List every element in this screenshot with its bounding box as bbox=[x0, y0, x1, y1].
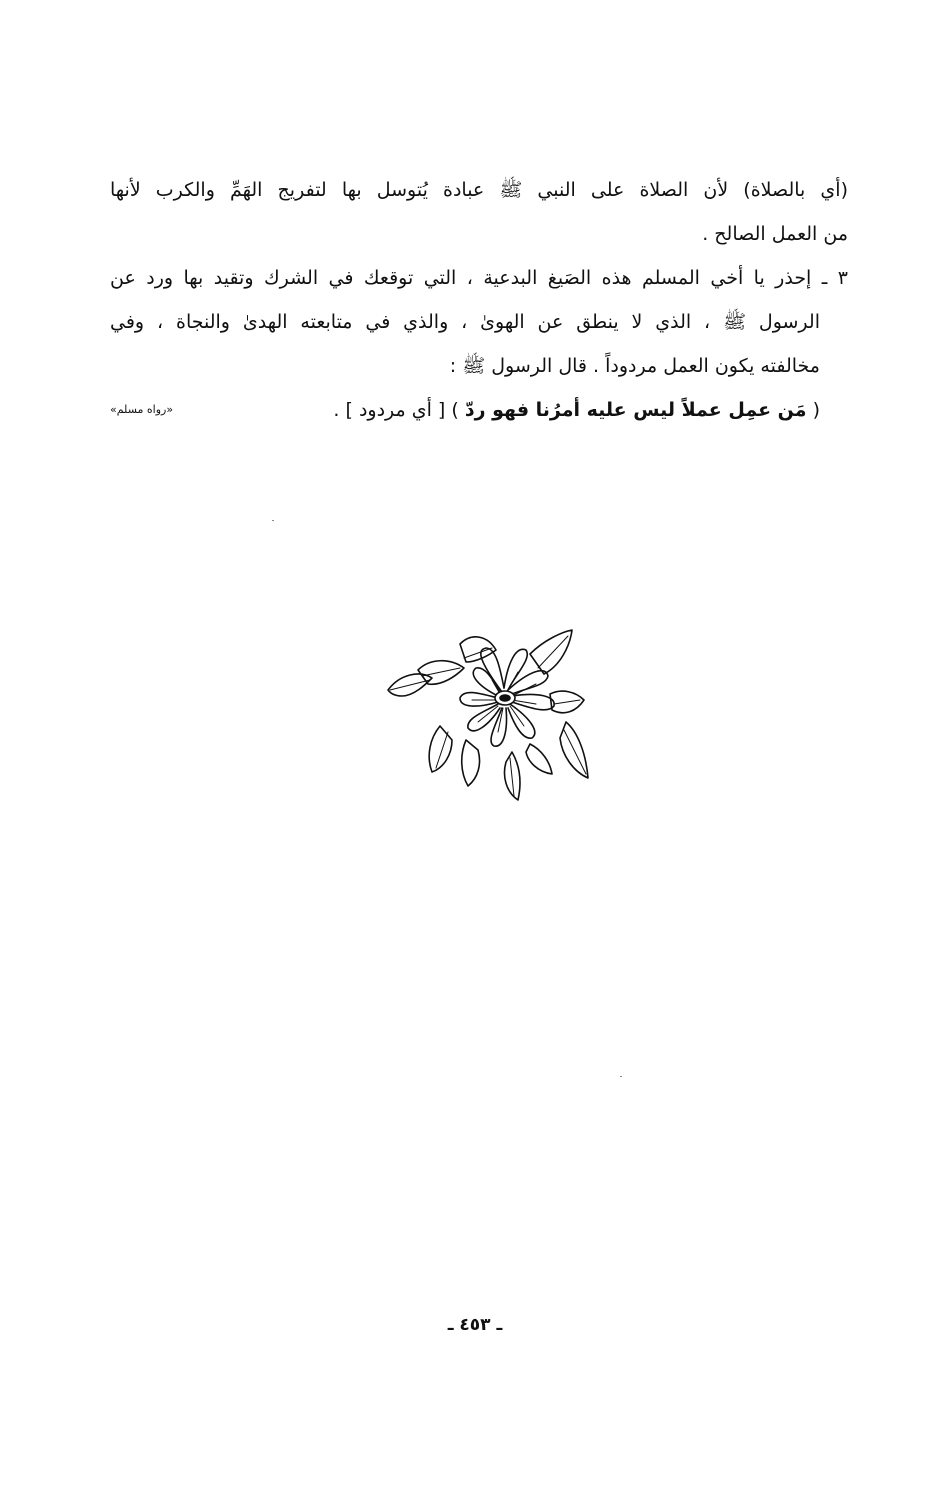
hadith-quote-line bbox=[110, 388, 848, 432]
hadith-source: «رواه مسلم» bbox=[110, 403, 174, 416]
hadith-open-paren: ( bbox=[806, 399, 820, 421]
hadith-rest-text: ) [ أي مردود ] . bbox=[333, 399, 465, 421]
flower-ornament-icon bbox=[380, 622, 600, 807]
hadith-bold-text: مَن عمِل عملاً ليس عليه أمرُنا فهو ردّ bbox=[464, 399, 807, 421]
text-line-5: مخالفته يكون العمل مردوداً . قال الرسول ﷺ : bbox=[449, 355, 820, 377]
hadith-quote bbox=[333, 399, 820, 421]
text-line-4: الرسول ﷺ ، الذي لا ينطق عن الهوىٰ ، والذي في متابعته الهدىٰ والنجاة ، وفي bbox=[110, 311, 820, 333]
body-text bbox=[110, 168, 848, 432]
page-number: ـ ٤٥٣ ـ bbox=[447, 1315, 503, 1335]
scan-speck bbox=[272, 520, 274, 521]
scan-speck bbox=[620, 1076, 622, 1077]
text-line-1: (أي بالصلاة) لأن الصلاة على النبي ﷺ عبادة يُتوسل بها لتفريج الهَمِّ والكرب لأنها bbox=[110, 179, 848, 201]
text-line-3-numbered-item: ٣ ـ إحذر يا أخي المسلم هذه الصَيغ البدعية ، التي توقعك في الشرك وتقيد بها ورد عن bbox=[110, 267, 848, 289]
text-line-2: من العمل الصالح . bbox=[702, 223, 848, 245]
